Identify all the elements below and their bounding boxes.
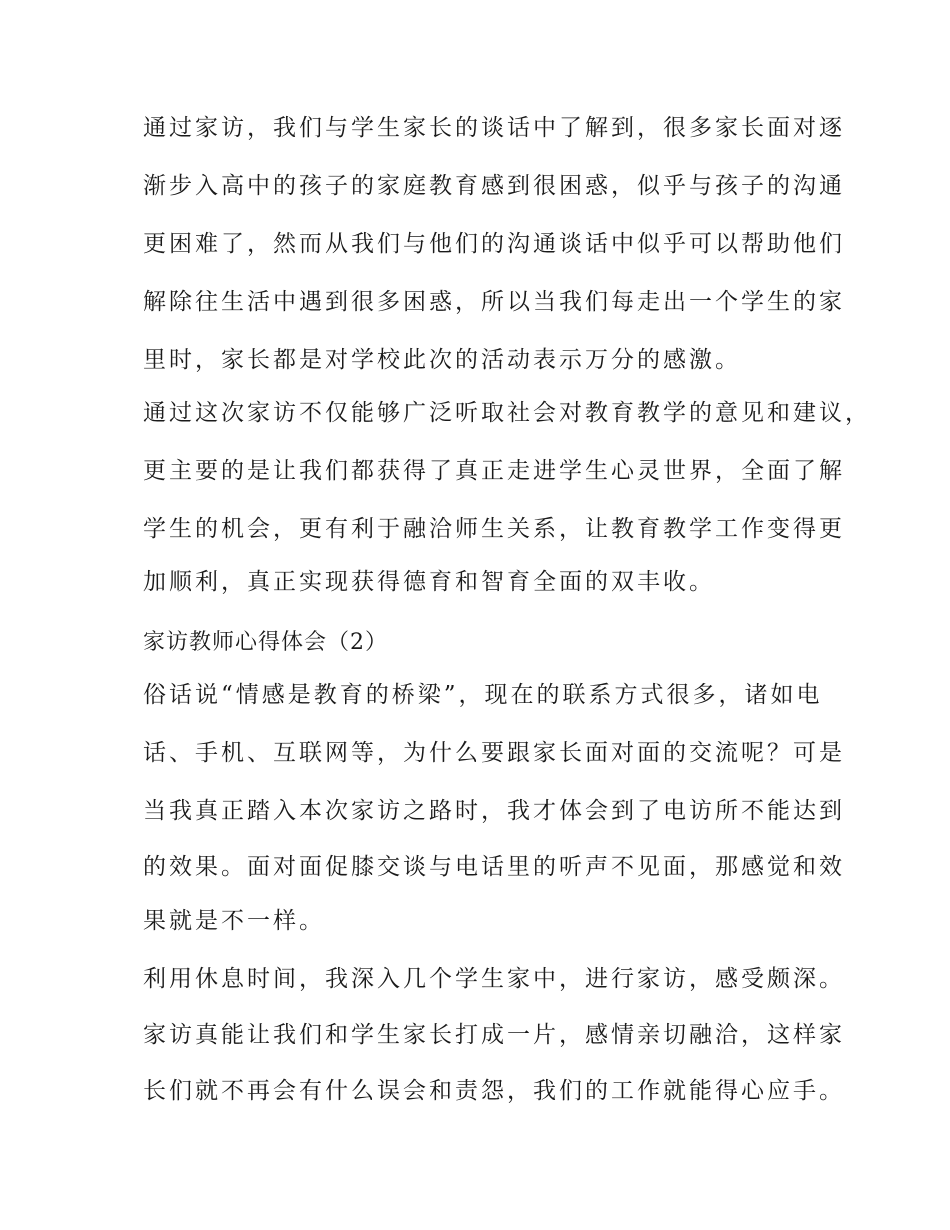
section-heading: 家访教师心得体会（2）: [143, 630, 388, 655]
text-line: 当我真正踏入本次家访之路时，我才体会到了电访所不能达到: [143, 798, 845, 824]
text-line: 加顺利，真正实现获得德育和智育全面的双丰收。: [143, 569, 715, 595]
text-line: 果就是不一样。: [143, 908, 325, 934]
text-line: 学生的机会，更有利于融洽师生关系，让教育教学工作变得更: [143, 516, 845, 542]
text-line: 更困难了，然而从我们与他们的沟通谈话中似乎可以帮助他们: [143, 231, 845, 257]
text-line: 家访真能让我们和学生家长打成一片，感情亲切融洽，这样家: [143, 1022, 845, 1048]
text-line: 利用休息时间，我深入几个学生家中，进行家访，感受颇深。: [143, 966, 845, 992]
text-line: 通过家访，我们与学生家长的谈话中了解到，很多家长面对逐: [143, 115, 845, 141]
text-line: 通过这次家访不仅能够广泛听取社会对教育教学的意见和建议，: [143, 400, 871, 426]
text-line: 俗话说“情感是教育的桥梁”，现在的联系方式很多，诸如电: [143, 682, 823, 708]
text-line: 渐步入高中的孩子的家庭教育感到很困惑，似乎与孩子的沟通: [143, 173, 845, 199]
text-line: 更主要的是让我们都获得了真正走进学生心灵世界，全面了解: [143, 458, 845, 484]
text-line: 话、手机、互联网等，为什么要跟家长面对面的交流呢？可是: [143, 740, 845, 766]
text-line: 里时，家长都是对学校此次的活动表示万分的感激。: [143, 347, 741, 373]
text-line: 的效果。面对面促膝交谈与电话里的听声不见面，那感觉和效: [143, 854, 845, 880]
text-line: 长们就不再会有什么误会和责怨，我们的工作就能得心应手。: [143, 1078, 845, 1104]
text-line: 解除往生活中遇到很多困惑，所以当我们每走出一个学生的家: [143, 289, 845, 315]
